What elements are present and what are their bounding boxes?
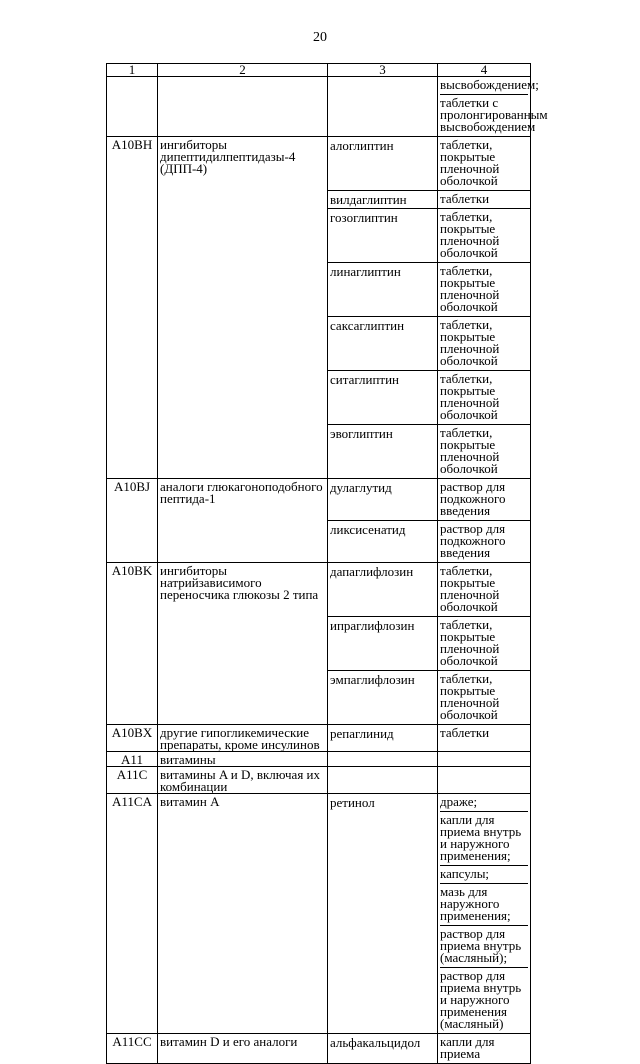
dosage-forms <box>438 617 531 671</box>
anatomical-therapeutic-group: аналоги глюкагоноподобного пептида-1 <box>158 479 328 563</box>
dosage-form: таблетки, покрытые пленочной оболочкой <box>440 563 500 614</box>
atc-code <box>107 77 158 137</box>
anatomical-therapeutic-group: другие гипогликемические препараты, кроме инсулинов <box>158 725 328 752</box>
dosage-forms <box>438 371 531 425</box>
column-number: 3 <box>328 64 438 77</box>
dosage-forms <box>438 521 531 563</box>
dosage-form: капли для приема <box>440 1034 495 1061</box>
drug-name: линаглиптин <box>328 263 438 317</box>
atc-code: A11CA <box>107 794 158 1034</box>
dosage-forms <box>438 317 531 371</box>
dosage-forms <box>438 752 531 767</box>
dosage-forms <box>438 767 531 794</box>
atc-code: A11C <box>107 767 158 794</box>
anatomical-therapeutic-group: витамин A <box>158 794 328 1034</box>
drug-name: репаглинид <box>328 725 438 752</box>
dosage-form: таблетки, покрытые пленочной оболочкой <box>440 425 500 476</box>
dosage-forms <box>438 77 548 137</box>
dosage-form: раствор для подкожного введения <box>440 479 506 518</box>
drug-name: альфакальцидол <box>328 1034 438 1064</box>
dosage-form <box>440 767 528 772</box>
drug-name: ретинол <box>328 794 438 1034</box>
dosage-form: раствор для подкожного введения <box>440 521 506 560</box>
table-row <box>107 794 531 1034</box>
drug-name: ситаглиптин <box>328 371 438 425</box>
page-number: 20 <box>313 30 327 45</box>
dosage-form: таблетки, покрытые пленочной оболочкой <box>440 371 500 422</box>
drug-name: гозоглиптин <box>328 209 438 263</box>
dosage-form <box>440 752 528 757</box>
dosage-form: таблетки <box>440 725 490 740</box>
table-row <box>107 137 531 191</box>
drug-name <box>328 77 438 137</box>
dosage-form: раствор для приема внутрь (масляный); <box>440 925 528 967</box>
dosage-forms <box>438 137 531 191</box>
dosage-forms <box>438 725 531 752</box>
column-number-row <box>107 64 531 77</box>
dosage-forms <box>438 479 531 521</box>
drug-name: эвоглиптин <box>328 425 438 479</box>
dosage-form: мазь для наружного применения; <box>440 883 528 925</box>
drug-name: дулаглутид <box>328 479 438 521</box>
drug-name: дапаглифлозин <box>328 563 438 617</box>
atc-code: A10BX <box>107 725 158 752</box>
medication-table <box>106 62 548 1064</box>
column-number: 4 <box>438 64 531 77</box>
drug-name <box>328 752 438 767</box>
dosage-form: таблетки, покрытые пленочной оболочкой <box>440 617 500 668</box>
drug-name: саксаглиптин <box>328 317 438 371</box>
dosage-forms <box>438 794 531 1034</box>
dosage-form: таблетки, покрытые пленочной оболочкой <box>440 263 500 314</box>
dosage-form: таблетки <box>440 191 490 206</box>
anatomical-therapeutic-group <box>158 77 328 137</box>
dosage-form: капли для приема внутрь и наружного применения; <box>440 811 528 865</box>
column-number: 1 <box>107 64 158 77</box>
drug-name: ликсисенатид <box>328 521 438 563</box>
drug-name <box>328 767 438 794</box>
anatomical-therapeutic-group: ингибиторы натрийзависимого переносчика глюкозы 2 типа <box>158 563 328 725</box>
drug-name: алоглиптин <box>328 137 438 191</box>
drug-name: эмпаглифлозин <box>328 671 438 725</box>
dosage-forms <box>438 191 531 209</box>
dosage-form: таблетки, покрытые пленочной оболочкой <box>440 137 500 188</box>
atc-code: A10BJ <box>107 479 158 563</box>
table-row <box>107 563 531 617</box>
dosage-form: таблетки с пролонгированным высвобождением <box>440 95 548 134</box>
dosage-form: таблетки, покрытые пленочной оболочкой <box>440 317 500 368</box>
anatomical-therapeutic-group: витамины A и D, включая их комбинации <box>158 767 328 794</box>
dosage-forms <box>438 1034 531 1064</box>
table-row <box>107 752 531 767</box>
anatomical-therapeutic-group: ингибиторы дипептидилпептидазы-4 (ДПП-4) <box>158 137 328 479</box>
column-number: 2 <box>158 64 328 77</box>
atc-code: A11 <box>107 752 158 767</box>
dosage-form: капсулы; <box>440 865 528 883</box>
table-row <box>107 1034 531 1064</box>
dosage-forms <box>438 209 531 263</box>
dosage-form: высвобождением; <box>440 77 539 92</box>
atc-code: A10BH <box>107 137 158 479</box>
drug-name: вилдаглиптин <box>328 191 438 209</box>
atc-code: A11CC <box>107 1034 158 1064</box>
atc-code: A10BK <box>107 563 158 725</box>
dosage-form: таблетки, покрытые пленочной оболочкой <box>440 671 500 722</box>
drug-name: ипраглифлозин <box>328 617 438 671</box>
table-row <box>107 479 531 521</box>
table-row <box>107 77 531 137</box>
dosage-forms <box>438 563 531 617</box>
table-row <box>107 725 531 752</box>
dosage-forms <box>438 671 531 725</box>
dosage-form: драже; <box>440 794 478 809</box>
dosage-forms <box>438 425 531 479</box>
table-row <box>107 767 531 794</box>
anatomical-therapeutic-group: витамин D и его аналоги <box>158 1034 328 1064</box>
table-body <box>107 62 548 1064</box>
dosage-form: раствор для приема внутрь и наружного применения (масляный) <box>440 967 528 1033</box>
anatomical-therapeutic-group: витамины <box>158 752 328 767</box>
dosage-forms <box>438 263 531 317</box>
dosage-form: таблетки, покрытые пленочной оболочкой <box>440 209 500 260</box>
